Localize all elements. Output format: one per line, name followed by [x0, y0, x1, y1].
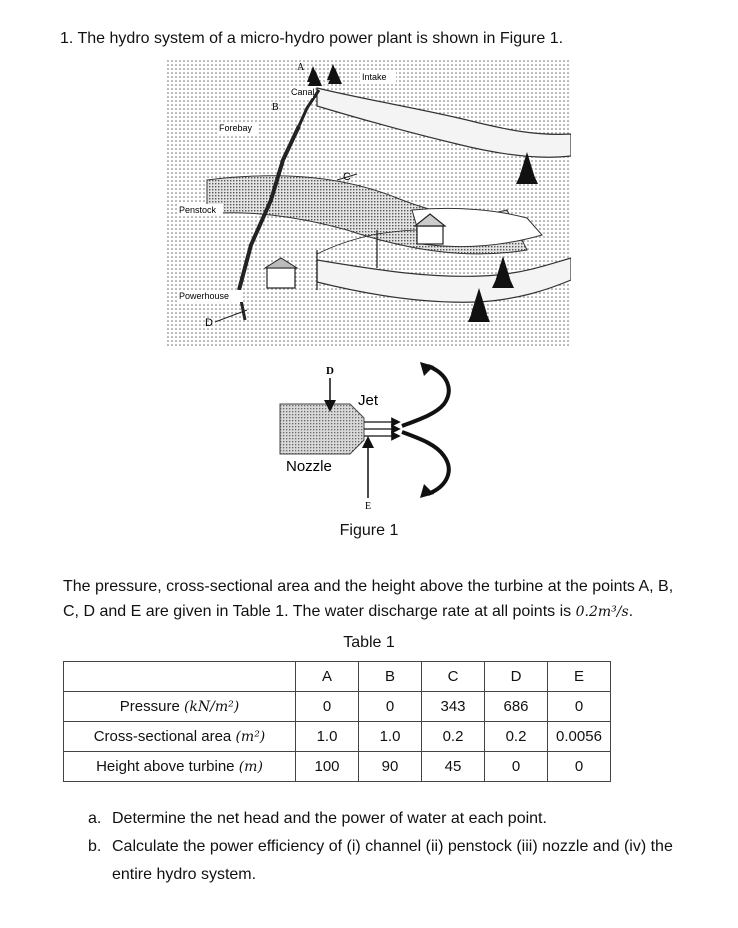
table-cell: 1.0: [296, 722, 359, 752]
task-text: Calculate the power efficiency of (i) channel (ii) penstock (iii) nozzle and (iv) the entire hydro system.: [112, 838, 673, 883]
nozzle-illustration: [268, 360, 468, 510]
nozzle-figure: [268, 360, 468, 510]
table-caption: Table 1: [343, 634, 395, 651]
table-cell: 0.0056: [548, 722, 611, 752]
table-row: [64, 722, 611, 752]
label-d: D: [205, 317, 213, 329]
table-cell: 1.0: [359, 722, 422, 752]
label-b: B: [272, 102, 279, 113]
description-text: The pressure, cross-sectional area and the height above the turbine at the points A, B, C, D and E are given in Table 1. The water discharge rate at all points is: [63, 578, 674, 620]
row-label: [64, 722, 296, 752]
nozzle-label-nozzle: Nozzle: [286, 458, 332, 475]
table-cell: 45: [422, 752, 485, 782]
label-forebay: Forebay: [219, 123, 253, 133]
table-cell: 0: [485, 752, 548, 782]
description-end: .: [628, 603, 634, 620]
description-paragraph: [63, 574, 683, 625]
row-unit: (m): [238, 759, 263, 775]
table-cell: 686: [485, 692, 548, 722]
question-text: The hydro system of a micro-hydro power plant is shown in Figure 1.: [77, 30, 564, 47]
table-cell: 0.2: [422, 722, 485, 752]
table-cell: 0.2: [485, 722, 548, 752]
label-penstock: Penstock: [179, 205, 217, 215]
table-header-empty: [64, 662, 296, 692]
row-label: [64, 752, 296, 782]
row-unit: (kN/m²): [183, 699, 240, 715]
row-label-text: Cross-sectional area: [93, 728, 232, 745]
data-table: [63, 661, 611, 782]
table-cell: 343: [422, 692, 485, 722]
table-header-cell: C: [422, 662, 485, 692]
question-title: [60, 30, 563, 48]
table-header-cell: D: [485, 662, 548, 692]
nozzle-label-d: D: [326, 365, 334, 377]
table-cell: 0: [548, 692, 611, 722]
table-row: [64, 692, 611, 722]
label-canal: Canal: [291, 87, 315, 97]
task-marker: a.: [88, 810, 102, 827]
figure-caption: Figure 1: [339, 522, 399, 539]
label-c: C: [343, 171, 351, 183]
row-label-text: Pressure: [119, 698, 180, 715]
table-header-cell: B: [359, 662, 422, 692]
label-powerhouse: Powerhouse: [179, 291, 230, 301]
task-marker: b.: [88, 838, 102, 855]
row-label: [64, 692, 296, 722]
label-a: A: [297, 62, 305, 73]
table-header-cell: E: [548, 662, 611, 692]
nozzle-label-jet: Jet: [358, 392, 379, 409]
task-list: [88, 805, 688, 889]
row-unit: (m²): [235, 729, 266, 745]
table-header-row: [64, 662, 611, 692]
table-cell: 100: [296, 752, 359, 782]
nozzle-label-e: E: [365, 501, 372, 510]
task-text: Determine the net head and the power of water at each point.: [112, 810, 547, 827]
table-cell: 90: [359, 752, 422, 782]
table-row: [64, 752, 611, 782]
label-intake: Intake: [362, 72, 387, 82]
question-number: 1.: [60, 30, 74, 47]
row-label-text: Height above turbine: [96, 758, 235, 775]
hydro-system-illustration: [167, 60, 571, 346]
table-cell: 0: [548, 752, 611, 782]
hydro-system-figure: [167, 60, 571, 346]
table-header-cell: A: [296, 662, 359, 692]
list-item: [88, 805, 688, 833]
discharge-rate: 0.2m³/s: [575, 604, 629, 620]
table-cell: 0: [359, 692, 422, 722]
list-item: [88, 833, 688, 889]
table-cell: 0: [296, 692, 359, 722]
